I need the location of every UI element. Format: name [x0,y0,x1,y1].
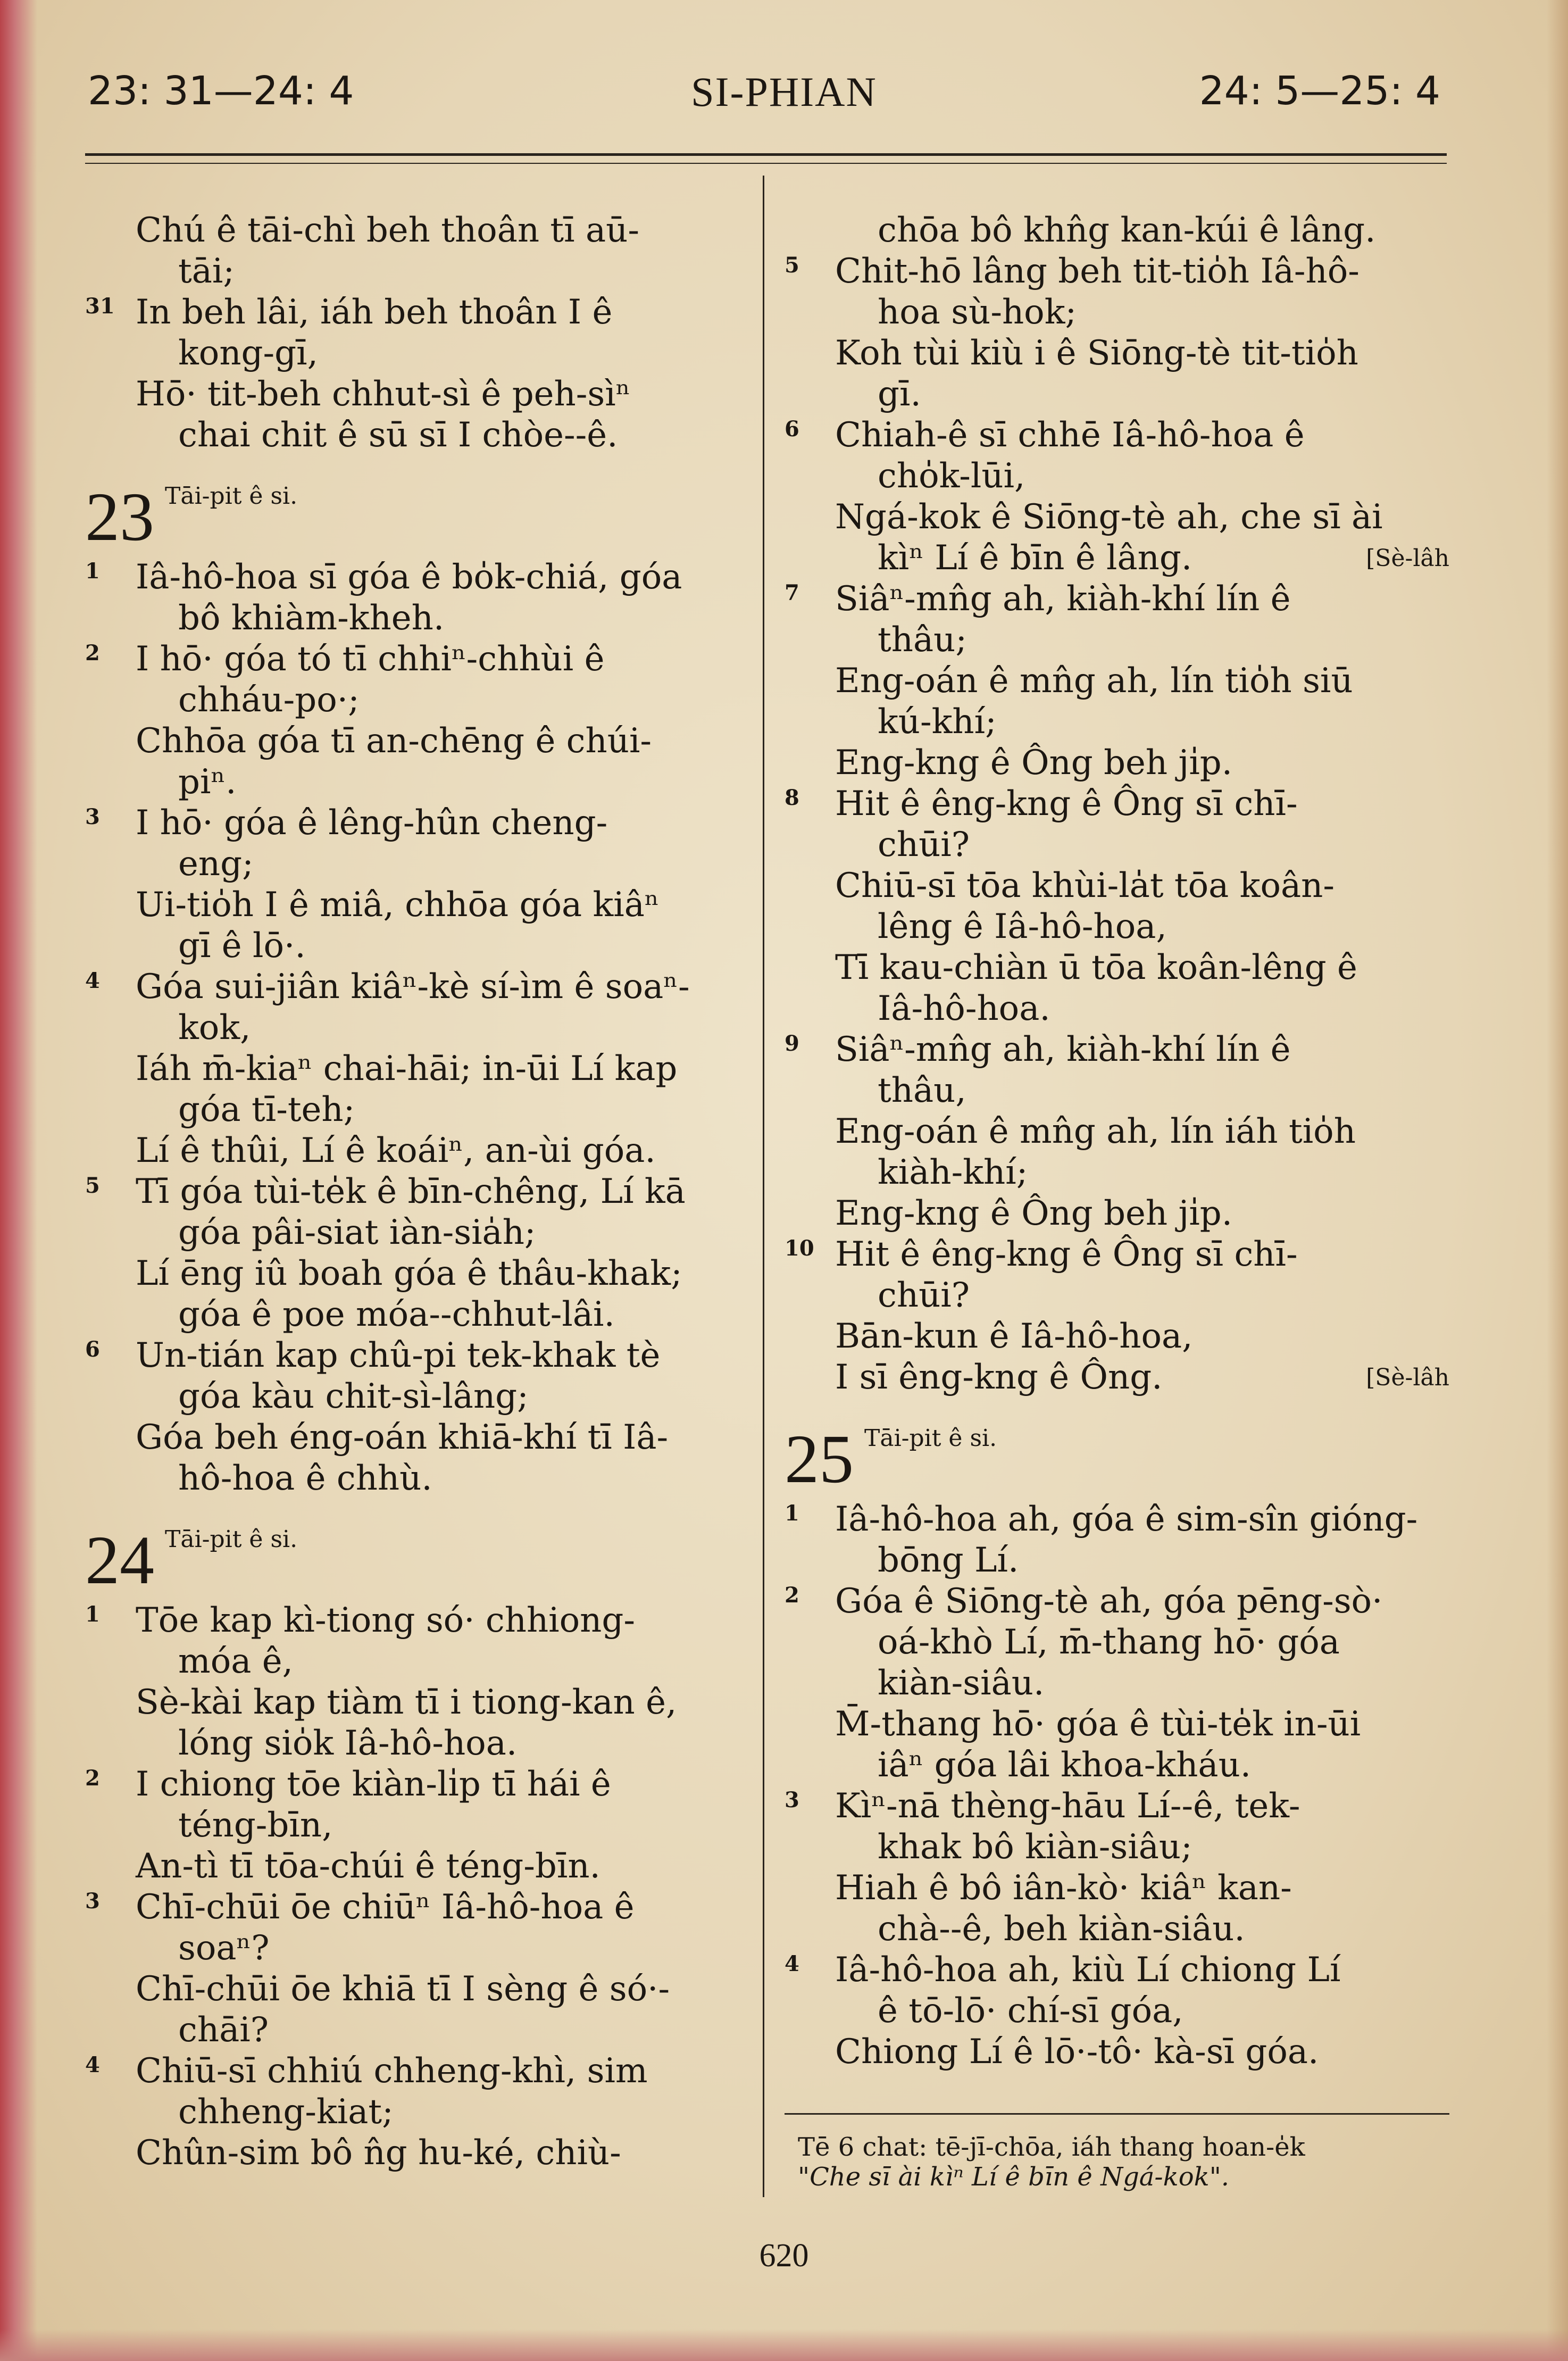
verse-text: chai chit ê sū sī I chòe--ê. [178,415,618,455]
verse-line [785,251,1449,292]
verse-number: 1 [785,1501,799,1526]
verse-line [85,1417,745,1458]
verse-text: Koh tùi kiù i ê Siōng-tè tit-tio̍h [835,334,1358,373]
verse-number: 3 [85,804,100,829]
verse-line [85,1682,745,1723]
verse-line [85,1171,745,1212]
verse-text: chūi? [878,825,970,864]
chapter-heading [785,1419,1449,1499]
verse-line [785,825,1449,866]
verse-line [85,598,745,639]
verse-line [785,1193,1449,1234]
footnote-rule [785,2113,1449,2115]
verse-text: M̄-thang hō· góa ê tùi-te̍k in-ūi [835,1705,1361,1744]
verse-text: Góa ê Siōng-tè ah, góa pēng-sò· [835,1582,1383,1621]
verse-text: Chú ê tāi-chì beh thoân tī aū- [136,211,639,250]
verse-number: 10 [785,1236,814,1261]
verse-text: góa ê poe móa--chhut-lâi. [178,1295,615,1334]
verse-text: kiàh-khí; [878,1153,1028,1192]
verse-line [785,866,1449,907]
verse-line [85,1294,745,1335]
verse-number: 2 [85,1766,100,1791]
verse-line [785,2032,1449,2073]
verse-text: Tōe kap kì-tiong só· chhiong- [136,1601,635,1640]
verse-text: Chiū-sī tōa khùi-la̍t tōa koân- [835,866,1335,905]
verse-text: I chiong tōe kiàn-li̍p tī hái ê [136,1765,611,1804]
verse-line [85,2010,745,2051]
verse-text: góa pâi-siat iàn-sia̍h; [178,1213,536,1252]
verse-number: 5 [85,1173,100,1198]
verse-text: chōa bô khn̂g kan-kúi ê lâng. [878,211,1376,250]
verse-line [85,1049,745,1090]
page-edge-stain [0,0,37,2361]
footnote-line: Tē 6 chat: tē-jī-chōa, iáh thang hoan-e̍k [798,2132,1305,2162]
verse-number: 1 [85,559,100,584]
verse-line [85,1008,745,1049]
verse-number: 4 [785,1951,799,1976]
verse-text: hoa sù-hok; [878,293,1077,332]
verse-line [85,1600,745,1641]
selah-marker: [Sè-lâh [1366,1364,1449,1391]
verse-line [785,1909,1449,1950]
verse-number: 1 [85,1602,100,1627]
verse-text: eng; [178,844,254,884]
verse-line [85,926,745,967]
verse-line [85,415,745,456]
verse-text: Góa beh éng-oán khiā-khí tī Iâ- [136,1418,669,1457]
verse-text: Lí ê thûi, Lí ê koáiⁿ, an-ùi góa. [136,1131,656,1170]
verse-line [85,374,745,415]
verse-line [785,1029,1449,1070]
verse-line [85,1846,745,1887]
verse-text: chāi? [178,2010,269,2050]
verse-line [85,1887,745,1928]
verse-text: Iâ-hô-hoa ah, kiù Lí chiong Lí [835,1950,1341,1990]
verse-text: bōng Lí. [878,1541,1019,1580]
verse-text: Sè-kài kap tiàm tī i tiong-kan ê, [136,1683,677,1722]
verse-line [85,639,745,680]
verse-line [785,1704,1449,1745]
page-edge-bottom [0,2329,1568,2361]
verse-line [85,1969,745,2010]
verse-line [785,1786,1449,1827]
verse-line [785,743,1449,784]
verse-text: téng-bīn, [178,1806,333,1845]
left-column [85,210,745,2174]
verse-text: Hiah ê bô iân-kò· kiâⁿ kan- [835,1868,1292,1908]
verse-line [785,784,1449,825]
verse-text: soaⁿ? [178,1928,270,1968]
verse-line [785,1991,1449,2032]
verse-text: móa ê, [178,1642,293,1681]
verse-text: Lí ēng iû boah góa ê thâu-khak; [136,1254,682,1293]
verse-text: góa kàu chit-sì-lâng; [178,1377,529,1416]
verse-line [785,1152,1449,1193]
verse-text: lêng ê Iâ-hô-hoa, [878,907,1167,946]
verse-text: Chiah-ê sī chhē Iâ-hô-hoa ê [835,415,1305,455]
verse-text: Chī-chūi ōe khiā tī I sèng ê só·- [136,1969,670,2009]
verse-line [85,1641,745,1682]
verse-text: kìⁿ Lí ê bīn ê lâng. [878,538,1192,578]
verse-text: Tī kau-chiàn ū tōa koân-lêng ê [835,948,1357,987]
chapter-number: 24 [85,1522,154,1599]
verse-line [85,1212,745,1253]
verse-text: Chiū-sī chhiú chheng-khì, sim [136,2051,648,2091]
verse-text: piⁿ. [178,762,237,802]
verse-line [785,415,1449,456]
right-column [785,210,1449,2073]
psalm-superscription: Tāi-pit ê si. [165,483,298,510]
verse-text: iâⁿ góa lâi khoa-kháu. [878,1745,1252,1785]
verse-line [85,1090,745,1130]
verse-line [85,844,745,885]
verse-text: Chûn-sim bô n̂g hu-ké, chiù- [136,2133,621,2173]
verse-line [785,456,1449,497]
verse-text: In beh lâi, iáh beh thoân I ê [136,293,613,332]
verse-line [85,762,745,803]
verse-text: thâu; [878,620,967,660]
verse-text: Siâⁿ-mn̂g ah, kiàh-khí lín ê [835,1030,1291,1069]
header-rule [85,153,1447,156]
verse-line [785,661,1449,702]
verse-line [85,1723,745,1764]
verse-number: 2 [785,1583,799,1608]
verse-line [785,1357,1449,1398]
verse-line [785,1316,1449,1357]
verse-text: thâu, [878,1071,966,1110]
verse-text: bô khiàm-kheh. [178,598,445,638]
verse-text: chháu-po·; [178,680,360,720]
verse-line [785,1581,1449,1622]
header-rule-thin [85,163,1447,164]
chapter-heading [85,477,745,557]
verse-text: Kìⁿ-nā thèng-hāu Lí--ê, tek- [835,1786,1300,1826]
verse-text: Eng-oán ê mn̂g ah, lín iáh tio̍h [835,1112,1356,1151]
verse-text: Hit ê êng-kng ê Ông sī chī- [835,784,1298,824]
chapter-number: 25 [785,1421,854,1498]
verse-text: chà--ê, beh kiàn-siâu. [878,1909,1245,1949]
page-number: 620 [759,2238,809,2274]
verse-text: Chhōa góa tī an-chēng ê chúi- [136,721,652,761]
verse-text: oá-khò Lí, m̄-thang hō· góa [878,1623,1340,1662]
verse-text: cho̍k-lūi, [878,456,1025,496]
verse-line [785,1234,1449,1275]
verse-line [85,2051,745,2092]
footnote [798,2132,1452,2192]
verse-text: góa tī-teh; [178,1090,355,1129]
verse-line [85,1764,745,1805]
verse-text: Iáh m̄-kiaⁿ chai-hāi; in-ūi Lí kap [136,1049,678,1088]
verse-line [785,1868,1449,1909]
verse-number: 7 [785,580,799,605]
verse-line [85,333,745,374]
verse-line [785,497,1449,538]
verse-text: Un-tián kap chû-pi tek-khak tè [136,1336,661,1375]
verse-text: Siâⁿ-mn̂g ah, kiàh-khí lín ê [835,579,1291,619]
verse-text: Bān-kun ê Iâ-hô-hoa, [835,1317,1193,1356]
verse-text: Góa sui-jiân kiâⁿ-kè sí-ìm ê soaⁿ- [136,967,690,1007]
verse-line [85,721,745,762]
verse-number: 4 [85,2052,100,2077]
verse-line [85,2092,745,2133]
verse-line [85,1376,745,1417]
verse-line [85,680,745,721]
verse-number: 31 [85,294,115,319]
verse-text: gī. [878,375,921,414]
verse-line [785,579,1449,620]
verse-text: An-tì tī tōa-chúi ê téng-bīn. [136,1847,600,1886]
verse-line [85,2133,745,2174]
psalm-superscription: Tāi-pit ê si. [864,1425,997,1452]
verse-line [785,1827,1449,1868]
verse-line [85,1253,745,1294]
verse-text: gī ê lō·. [178,926,306,966]
verse-line [785,1663,1449,1704]
verse-line [785,907,1449,947]
selah-marker: [Sè-lâh [1366,545,1449,572]
verse-text: Hit ê êng-kng ê Ông sī chī- [835,1235,1298,1274]
verse-line [85,1805,745,1846]
verse-line [785,1111,1449,1152]
section-gap [85,1499,745,1520]
verse-number: 9 [785,1031,799,1056]
verse-line [85,1130,745,1171]
verse-line [785,620,1449,661]
verse-line [85,557,745,598]
chapter-heading [85,1520,745,1600]
verse-number: 8 [785,785,799,810]
verse-line [85,1458,745,1499]
verse-line [785,1745,1449,1786]
verse-line [785,947,1449,988]
verse-text: I sī êng-kng ê Ông. [835,1358,1163,1397]
verse-text: Eng-kng ê Ông beh ji̍p. [835,743,1233,783]
verse-line [785,1070,1449,1111]
column-divider [763,176,764,2197]
verse-text: kok, [178,1008,251,1048]
verse-text: chheng-kiat; [178,2092,394,2132]
verse-number: 2 [85,641,100,666]
verse-line [85,803,745,844]
verse-text: I hō· góa tó tī chhiⁿ-chhùi ê [136,639,605,679]
verse-line [785,292,1449,333]
verse-text: Chit-hō lâng beh tit-tio̍h Iâ-hô- [835,252,1360,291]
verse-line [85,885,745,926]
section-gap [785,1398,1449,1419]
verse-number: 4 [85,968,100,993]
header-verse-range-right: 24: 5—25: 4 [1199,68,1440,114]
verse-line [785,374,1449,415]
chapter-number: 23 [85,479,154,555]
verse-text: lóng sio̍k Iâ-hô-hoa. [178,1724,518,1763]
psalm-superscription: Tāi-pit ê si. [165,1526,298,1553]
running-title: SI-PHIAN [691,69,877,115]
verse-number: 5 [785,253,799,278]
verse-text: Ui-tio̍h I ê miâ, chhōa góa kiâⁿ [136,885,660,925]
verse-number: 3 [85,1889,100,1914]
verse-text: Chī-chūi ōe chiūⁿ Iâ-hô-hoa ê [136,1888,635,1927]
verse-text: Chiong Lí ê lō·-tô· kà-sī góa. [835,2032,1319,2072]
verse-line [785,1275,1449,1316]
verse-line [785,988,1449,1029]
verse-text: kú-khí; [878,702,997,742]
verse-text: khak bô kiàn-siâu; [878,1827,1192,1867]
verse-line [85,210,745,251]
footnote-line: "Che sī ài kìⁿ Lí ê bīn ê Ngá-kok". [798,2162,1230,2192]
verse-line [85,251,745,292]
verse-text: Eng-kng ê Ông beh ji̍p. [835,1194,1233,1233]
verse-number: 6 [785,417,799,442]
verse-line [785,538,1449,579]
verse-text: kong-gī, [178,334,318,373]
verse-line [785,210,1449,251]
verse-text: Ngá-kok ê Siōng-tè ah, che sī ài [835,497,1383,537]
verse-text: ê tō-lō· chí-sī góa, [878,1991,1183,2031]
verse-number: 3 [785,1788,799,1813]
verse-text: kiàn-siâu. [878,1664,1045,1703]
verse-text: Hō· tit-beh chhut-sì ê peh-sìⁿ [136,375,631,414]
verse-line [785,1622,1449,1663]
section-gap [85,456,745,477]
verse-line [785,1540,1449,1581]
verse-text: chūi? [878,1276,970,1315]
verse-text: Iâ-hô-hoa sī góa ê bo̍k-chiá, góa [136,558,682,597]
verse-line [785,333,1449,374]
page-edge-right [1547,0,1568,2361]
verse-text: Iâ-hô-hoa. [878,989,1050,1028]
verse-text: tāi; [178,252,235,291]
verse-text: I hō· góa ê lêng-hûn cheng- [136,803,608,843]
verse-line [85,292,745,333]
verse-line [85,1335,745,1376]
verse-text: Tī góa tùi-te̍k ê bīn-chêng, Lí kā [136,1172,686,1211]
verse-line [85,1928,745,1969]
header-verse-range-left: 23: 31—24: 4 [88,68,354,114]
verse-text: Eng-oán ê mn̂g ah, lín tio̍h siū [835,661,1353,701]
verse-line [85,967,745,1008]
verse-line [785,1950,1449,1991]
verse-line [785,702,1449,743]
verse-number: 6 [85,1337,100,1362]
verse-line [785,1499,1449,1540]
verse-text: Iâ-hô-hoa ah, góa ê sim-sîn gióng- [835,1500,1418,1539]
verse-text: hô-hoa ê chhù. [178,1459,432,1498]
